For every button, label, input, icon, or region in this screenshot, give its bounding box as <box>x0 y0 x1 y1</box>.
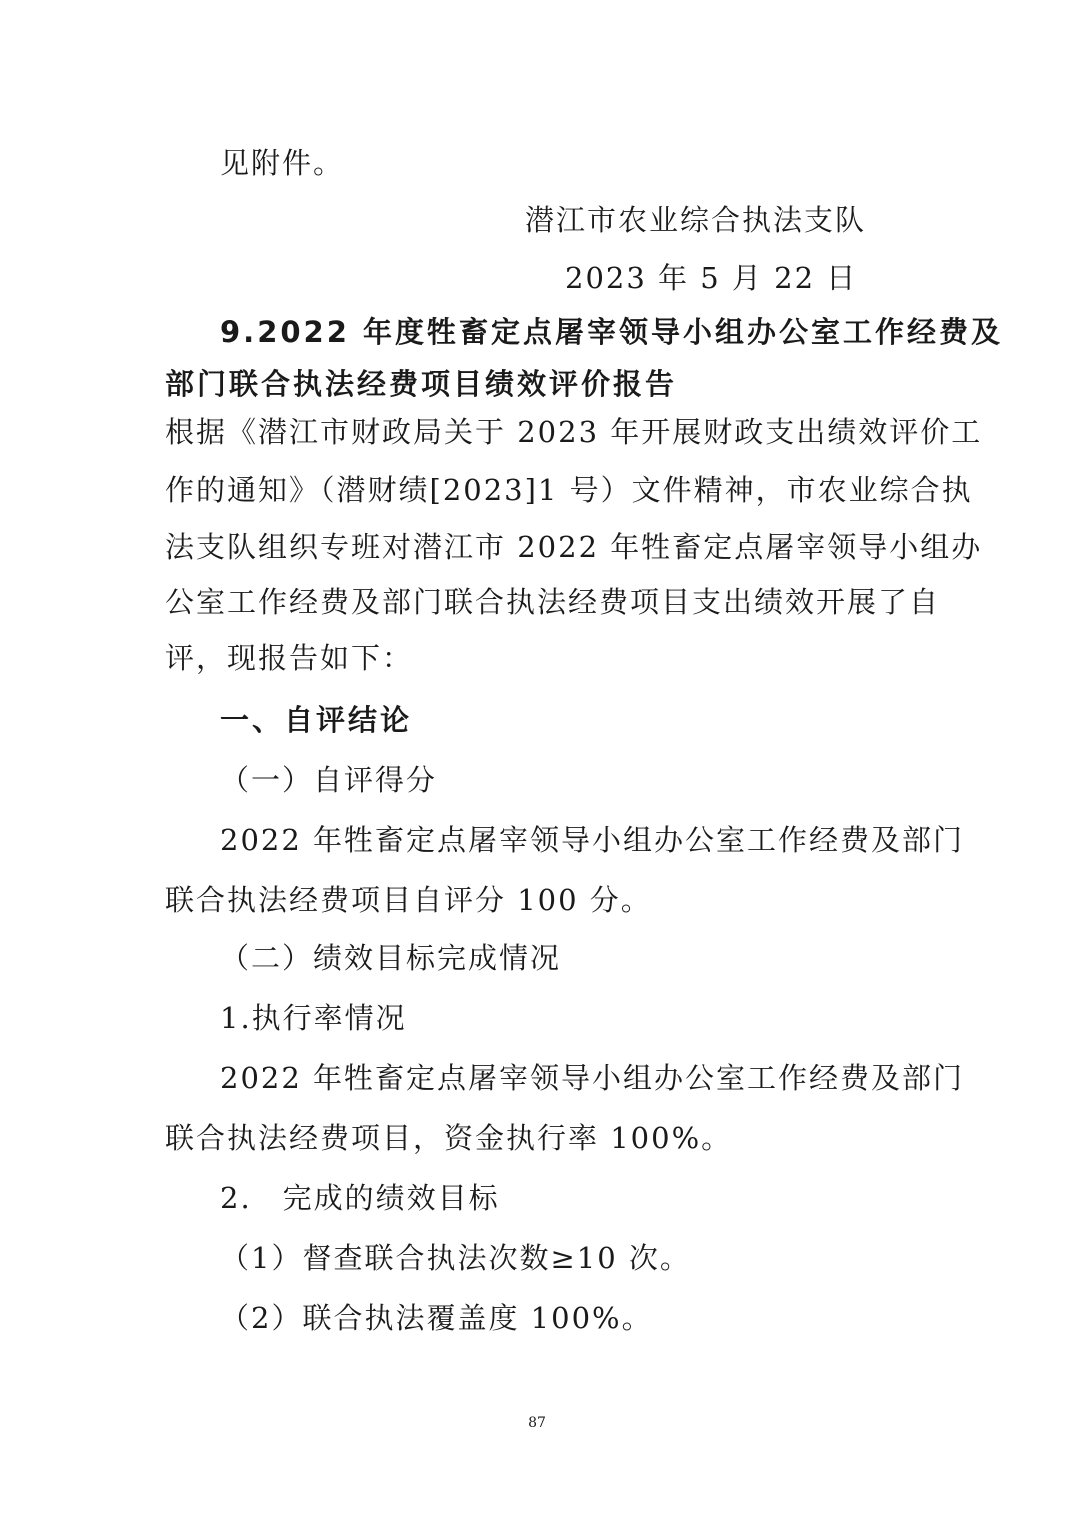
intro-line-4: 公室工作经费及部门联合执法经费项目支出绩效开展了自 <box>165 585 941 619</box>
intro-line-5: 评，现报告如下： <box>165 641 414 675</box>
attachment-note: 见附件。 <box>220 146 345 180</box>
goal-1: （1）督查联合执法次数≥10 次。 <box>220 1241 691 1275</box>
subsection-1-text-line-1: 2022 年牲畜定点屠宰领导小组办公室工作经费及部门 <box>220 823 965 857</box>
page-number: 87 <box>528 1415 546 1431</box>
goal-2: （2）联合执法覆盖度 100%。 <box>220 1301 653 1335</box>
intro-line-3: 法支队组织专班对潜江市 2022 年牲畜定点屠宰领导小组办 <box>165 530 983 564</box>
signature-org: 潜江市农业综合执法支队 <box>525 203 867 237</box>
signature-date: 2023 年 5 月 22 日 <box>565 261 858 295</box>
subsection-2-heading: （二）绩效目标完成情况 <box>220 941 562 975</box>
intro-line-1: 根据《潜江市财政局关于 2023 年开展财政支出绩效评价工 <box>165 415 983 449</box>
subsection-1-heading: （一）自评得分 <box>220 763 438 797</box>
report-title-line-2: 部门联合执法经费项目绩效评价报告 <box>165 367 678 401</box>
item-1-text-line-2: 联合执法经费项目，资金执行率 100%。 <box>165 1121 733 1155</box>
subsection-1-text-line-2: 联合执法经费项目自评分 100 分。 <box>165 883 652 917</box>
report-title-line-1: 9.2022 年度牲畜定点屠宰领导小组办公室工作经费及 <box>220 315 1004 349</box>
item-2-heading: 2. 完成的绩效目标 <box>220 1181 500 1215</box>
intro-line-2: 作的通知》（潜财绩[2023]1 号）文件精神，市农业综合执 <box>165 473 973 507</box>
item-1-text-line-1: 2022 年牲畜定点屠宰领导小组办公室工作经费及部门 <box>220 1061 965 1095</box>
item-1-heading: 1.执行率情况 <box>220 1001 407 1035</box>
section-1-heading: 一、自评结论 <box>220 703 413 737</box>
